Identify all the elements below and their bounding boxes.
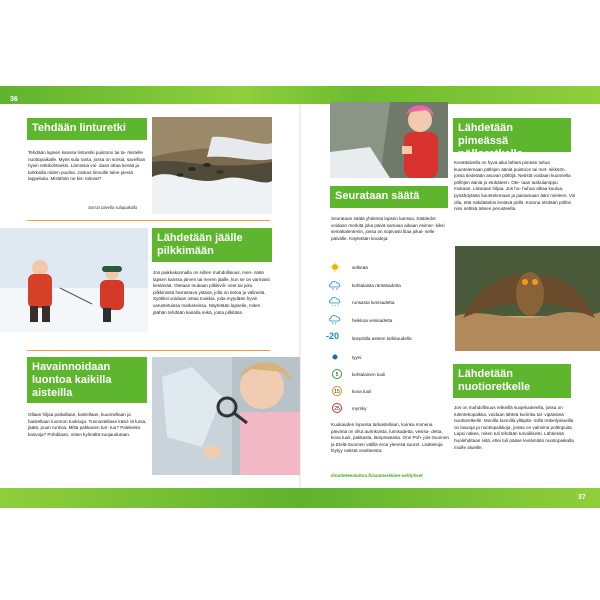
photo-ducks-stream [152,117,272,214]
top-green-band [0,86,600,104]
cloud-icon [328,280,342,290]
temperature-icon: -20 [326,331,340,341]
heading-nuotio: Lähdetään nuotioretkelle [453,364,571,398]
legend-label: tyyni [352,355,362,360]
caption-lintu: Sorsia talvella sulapaikalla [88,205,138,210]
photo-owl-flying [455,246,600,351]
wind-5-icon: 5 [332,369,342,379]
text-pilkki: Jos paikkakunnalla on siihen mahdollisuus, men- nään lapsen kanssa järven tai meren jäälle, kun se on varmasti kestävää. Otetaan mukaan pilkkivili- neet tai juku pilkkimistä harrastava ystävä, jolla on tietoa ja välineitä. Syötiksi voidaan ostaa toukkia, joita myydään hyvin varustetuissa marketeissa. Näytetään lapselle, miten jäähän tehdään kairalla reikä, josta pilkitään. [153,270,270,315]
separator-line [27,350,270,351]
legend-label: kohtalaista räntäsadetta [352,283,401,288]
text-nuotio: Jos on mahdollisuus retkeillä suojeluukeella, jossa on tulentekopaikka, voidaan lähteä kuninka tal- vipäivänä nuotioretkelle. Monilla kunnilla ylläpitä- millä retkeilyalueilla on laavuja ja nuotiopaikkoja, joissa on valmiina polttopuita. Lapsi näkee, miten tuli tehdään turvallisesti. Lähtiessä huolehditaan siitä, ettei tuli pääse leviämään nuotiopaikalta muille alueille. [454,405,574,450]
text-luonto: Ollaan hiljaa paikallaan, katsellaan, kuunnellaan ja haistellaan luonnon tuoksuja. Tunnustellaan käsil- lä lunta, jäätä, puun runkoa. Miltä pakkanen tun- tuu? Paleleeko kasvoja? Pohditaan, miten kylmältä suojaudutaan. [28,412,147,437]
legend-label: kova tuuli [352,389,372,394]
text-saa-2: Kuukauden lopussa tarkastellaan, kuinka monena päivänä on ollut aurinkoista, lumisadetta, vesisa- detta, kova tuuli, pakkasta, lämpöasteita. Onri Poh- jois-Suomen ja Etelä-Suomen välillä eroa yleensä suuret. Lisätietoja löytyy netistä osoitteesta: [331,422,449,454]
calm-icon [328,352,342,362]
snow-cloud-icon [328,297,342,307]
heading-saa: Seurataan säätä [330,186,448,208]
heading-pilkki: Lähdetään jäälle pilkkimään [152,228,272,262]
link-saa[interactable]: ilmatieteenlaitos.fi/saamerkkien-selitykset [331,473,423,478]
text-pollo: Kevättalvella on hyvä aika lähteä pimeän tultua kuuntelemaan pöllöjen ääniä puistoon tai met- sikköön, jossa tiedetään asuvan pöllöjä. Netistä voidaan kuunnella pöllöjen ääniä jo etukäteen. Ote- taan taskulamppu mukaan. Liikutaan hiljaa. Jos hu- huhua alkaa kuulua, pysähdytään kuuntelemaan ja painamaan ääni mieleen. Voi olla, että näkdäänkin lentävä pöllö. Kotona etsitään pöllön nimi nettisä äänen perusteella. [454,160,576,212]
photo-ice-fishing [0,228,148,332]
legend-label: selkeää [352,265,368,270]
wind-25-icon: 25 [332,403,342,413]
rain-cloud-icon [328,315,342,325]
sun-icon [328,262,342,272]
legend-label: kohtalainen tuuli [352,372,386,377]
text-lintu: Tehdään lapsen kanssa linturetki puistoon tai ta- rkistelle nuotiopaikalle. Myös sula ranta, jossa on sorsia, savelhan hyvin retkikohteeksi. Lämnisia voi- daan ottaa kevää ja tarkkailla niiden puuhia. Joskus linnuille tulee pieniä tappeluita. Mistähän ne kis- tolevat? [28,150,146,182]
separator-line [27,220,270,221]
text-saa: Seurataan säätä yhdessä lapsen kanssa. Säätiedot voidaan merkitä joka päivä samaan aikaan esimer- kiksi seinäkalenteriin, jossa on sopivasti tilaa jokai- selle päivälle. Käytetään koodeja: [331,216,445,241]
legend-label: heikkoa vesisadetta [352,318,393,323]
photo-magnifying-glass-ice [152,357,300,475]
legend-label: myrsky [352,406,367,411]
page-number-right: 37 [578,494,586,501]
wind-15-icon: 15 [332,386,342,396]
heading-luonto: Havainnoidaan luontoa kaikilla aisteilla [27,357,147,403]
photo-child-snow [330,102,448,178]
legend-label: runsasta lumisadetta [352,300,395,305]
bottom-green-band [0,488,600,508]
legend-label: lämpötila asteen tarkkuudella [352,336,412,341]
page-number-left: 36 [10,96,18,103]
heading-pollo: Lähdetään pimeässä pölloretkelle [453,118,571,152]
heading-lintu: Tehdään linturetki [27,118,147,140]
svg-text:* * *: * * * [332,303,339,307]
